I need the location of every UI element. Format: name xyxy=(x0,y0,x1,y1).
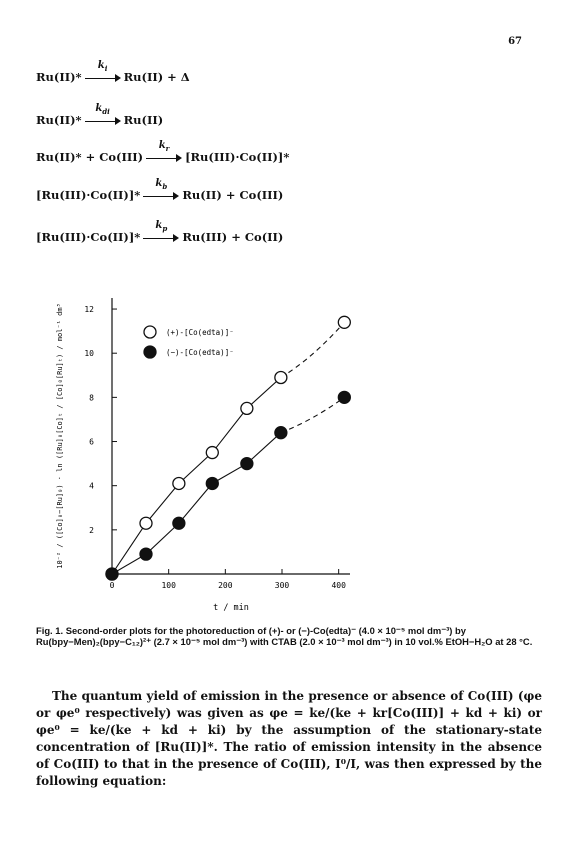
x-axis-label: t / min xyxy=(213,603,249,613)
rate-constant: $k_p$ xyxy=(155,220,168,233)
reaction-arrow xyxy=(146,140,182,164)
x-tick-label: 200 xyxy=(218,581,233,590)
legend-label: (+)-[Co(edta)]⁻ xyxy=(166,328,234,337)
reaction-arrow xyxy=(143,178,179,202)
fit-line-dashed xyxy=(281,397,344,432)
open-circle-point xyxy=(173,477,185,489)
reaction-arrow xyxy=(85,60,121,84)
x-tick-label: 300 xyxy=(274,581,290,590)
reaction-equation xyxy=(36,140,290,164)
reactants: Ru(II)* + Co(III) xyxy=(36,150,144,164)
reactants: [Ru(III)·Co(II)]* xyxy=(36,188,141,202)
open-circle-point xyxy=(241,402,253,414)
reaction-arrow xyxy=(85,103,121,127)
page-number: 67 xyxy=(508,36,522,47)
fit-line-dashed xyxy=(281,322,344,377)
y-axis-label: 10⁻² / ([Co]₀−[Ru]₀) · ln ([Ru]₀[Co]ₜ / [Co]₀[Ru]ₜ) / mol⁻¹ dm³ xyxy=(56,303,64,569)
filled-circle-point xyxy=(338,391,350,403)
y-tick-label: 8 xyxy=(89,393,94,403)
fit-line-solid xyxy=(112,433,281,574)
reactants: Ru(II)* xyxy=(36,70,82,84)
open-circle-point xyxy=(275,371,287,383)
filled-circle-point xyxy=(173,517,185,529)
filled-circle-point xyxy=(206,477,218,489)
legend-marker-filled xyxy=(144,346,156,358)
filled-circle-point xyxy=(241,458,253,470)
x-tick-label: 0 xyxy=(109,581,115,590)
filled-circle-point xyxy=(140,548,152,560)
reaction-arrow xyxy=(143,220,179,244)
filled-circle-point xyxy=(275,427,287,439)
reactants: [Ru(III)·Co(II)]* xyxy=(36,230,141,244)
open-circle-point xyxy=(206,447,218,459)
reaction-equation xyxy=(36,60,190,84)
filled-circle-point xyxy=(106,568,118,580)
legend-label: (−)-[Co(edta)]⁻ xyxy=(166,348,234,357)
reaction-equation xyxy=(36,103,164,127)
reaction-equation xyxy=(36,178,284,202)
figure-caption: Fig. 1. Second-order plots for the photoreduction of (+)- or (−)-Co(edta)⁻ (4.0 × 10⁻⁵ mol dm⁻³) by Ru(bpy−Men)₂(bpy−C₁₂)²⁺ (2.7 × 10⁻⁵ mol dm⁻³) with CTAB (2.0 × 10⁻³ mol dm⁻³) in 10 vol.% EtOH−H₂O at 28 °C. xyxy=(36,625,533,648)
rate-constant: $k_r$ xyxy=(158,140,170,153)
open-circle-point xyxy=(338,316,350,328)
reactants: Ru(II)* xyxy=(36,113,82,127)
x-tick-label: 400 xyxy=(331,581,346,590)
products: Ru(II) + Co(III) xyxy=(182,188,284,202)
open-circle-point xyxy=(140,517,152,529)
legend-marker-open xyxy=(144,326,156,338)
products: Ru(II) xyxy=(123,113,164,127)
products: Ru(II) + Δ xyxy=(123,70,190,84)
y-tick-label: 12 xyxy=(84,305,94,315)
y-tick-label: 2 xyxy=(89,525,94,535)
second-order-plot xyxy=(40,288,370,618)
body-paragraph: The quantum yield of emission in the presence or absence of Co(III) (φe or φe⁰ respectively) was given as φe = ke/(ke + kr[Co(III)] + kd + ki) or φe⁰ = ke/(ke + kd + ki) by the assumption of the stationary-state concentration of [Ru(II)]*. The ratio of emission intensity in the absence of Co(III) to that in the presence of Co(III), I⁰/I, was then expressed by the following equation: xyxy=(36,689,542,788)
reaction-equation xyxy=(36,220,284,244)
fit-line-solid xyxy=(112,377,281,574)
rate-constant: $k_b$ xyxy=(155,178,168,191)
products: Ru(III) + Co(II) xyxy=(182,230,284,244)
rate-constant: $k_{di}$ xyxy=(95,103,110,116)
y-tick-label: 10 xyxy=(84,349,94,359)
products: [Ru(III)·Co(II)]* xyxy=(185,150,290,164)
rate-constant: $k_i$ xyxy=(97,60,108,73)
y-tick-label: 6 xyxy=(89,437,94,447)
y-tick-label: 4 xyxy=(89,481,94,491)
x-tick-label: 100 xyxy=(161,581,176,590)
